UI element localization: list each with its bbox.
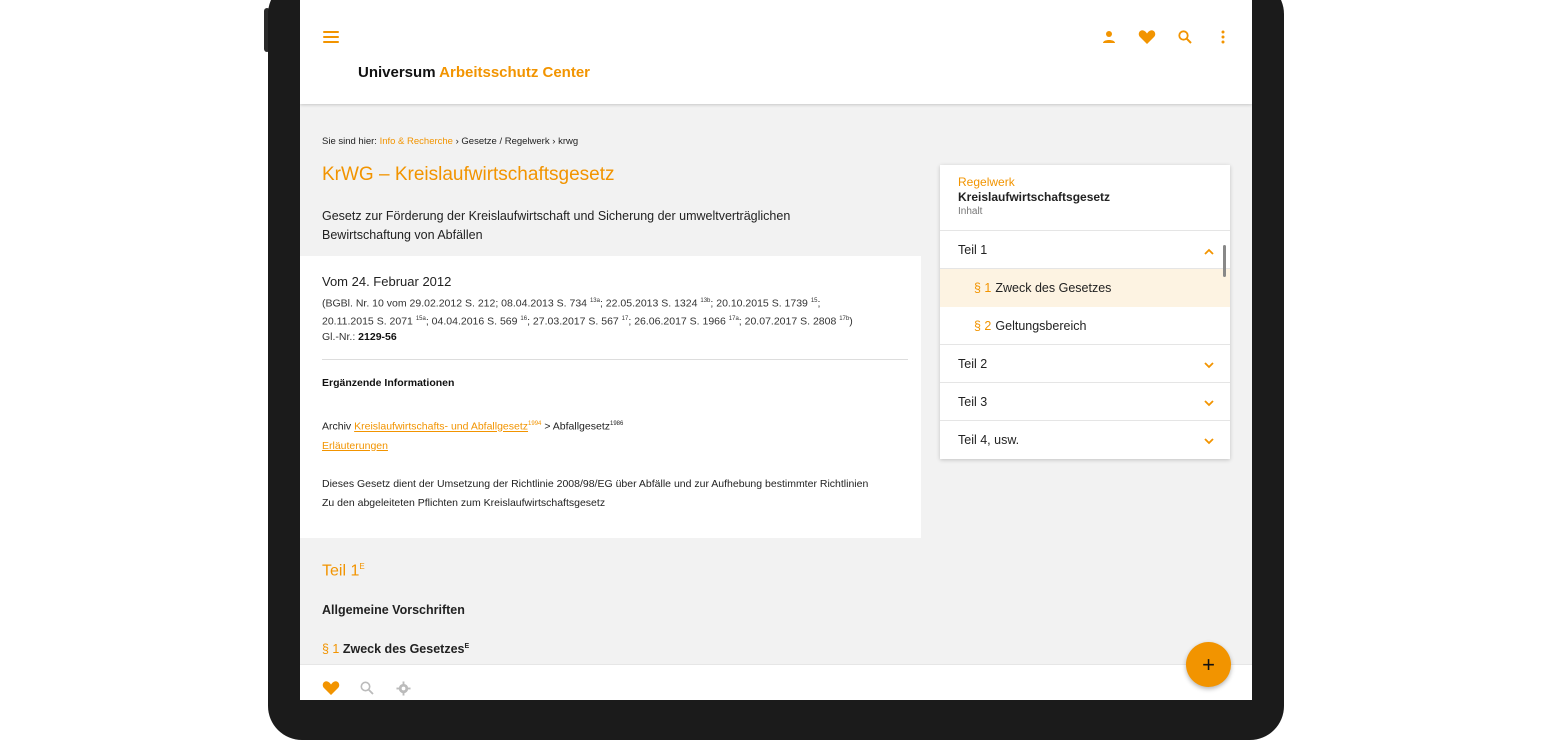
toc-sub-num: § 1 [974,281,992,295]
bgbl-text: ; 22.05.2013 S. 1324 [599,297,701,310]
app-screen [300,0,1252,700]
bgbl-text: ; 20.07.2017 S. 2808 [738,315,840,328]
toc-item-label: Teil 3 [958,394,988,409]
archiv-old-sup: 1986 [610,421,624,427]
paragraph-heading [322,642,469,656]
archiv-link[interactable]: Kreislaufwirtschafts- und Abfallgesetz [354,420,529,433]
bgbl-sup: 13b [700,298,711,304]
gl-nr-value: 2129-56 [358,331,397,343]
bottom-bar-icons [322,679,412,697]
toc-item-teil-2[interactable] [940,345,1230,383]
toc-panel [940,165,1230,459]
erlaeuterungen-line [322,437,907,456]
toc-label: Regelwerk [958,175,1015,189]
breadcrumb-separator: › [552,136,556,147]
divider [322,359,908,360]
bgbl-text: ; [817,297,821,310]
archiv-arrow: > [544,420,551,433]
app-bar [300,0,1252,104]
gl-nr-label: Gl.-Nr.: [322,331,356,343]
para-number: § 1 [322,642,340,656]
toc-sub-title: Zweck des Gesetzes [995,281,1112,295]
teil-sup[interactable]: E [359,562,365,571]
desc-line-2[interactable]: Zu den abgeleiteten Pflichten zum Kreislaufwirtschaftsgesetz [322,497,606,509]
breadcrumb-item-gesetze: Gesetze / Regelwerk [461,136,550,147]
toc-scrollbar[interactable] [1223,245,1226,277]
bgbl-text: ; 27.03.2017 S. 567 [527,315,622,328]
brand-main: Universum [358,64,436,81]
search-icon[interactable] [358,679,376,697]
heart-icon[interactable] [322,679,340,697]
toc-inhalt: Inhalt [958,206,983,217]
archiv-line [322,415,907,437]
toc-item-label: Teil 4, usw. [958,433,1020,447]
toc-sub-item-para-1[interactable] [940,269,1230,307]
section-teil-heading [322,562,365,580]
breadcrumb-link-info[interactable]: Info & Recherche [379,136,453,147]
bgbl-text: ) [849,315,853,328]
law-info-card [300,256,921,538]
para-title: Zweck des Gesetzes [342,642,465,656]
para-sup[interactable]: E [464,642,470,650]
bgbl-text: ; 26.06.2017 S. 1966 [628,315,729,328]
toc-item-teil-4[interactable] [940,421,1230,459]
bgbl-sup: 16 [520,316,528,322]
add-fab-button[interactable]: + [1186,642,1231,687]
gl-nr [322,331,907,343]
toc-sub-num: § 2 [974,318,992,333]
toc-sub-title: Geltungsbereich [995,318,1087,333]
supplementary-heading: Ergänzende Informationen [322,377,455,389]
bgbl-sup: 17b [839,316,850,322]
bgbl-sup: 15a [415,316,426,322]
chevron-down-icon [1204,434,1214,448]
teil-label: Teil 1 [322,562,360,580]
bgbl-text: (BGBl. Nr. 10 vom 29.02.2012 S. 212; 08.04.2013 S. 734 [322,297,590,310]
toc-sub-item-para-2[interactable] [940,307,1230,345]
hamburger-menu-icon[interactable] [323,31,339,43]
bgbl-sup: 17a [728,316,739,322]
brand-accent: Arbeitsschutz Center [439,64,591,81]
archiv-label: Archiv [322,420,352,433]
bgbl-references [322,294,907,330]
bgbl-text: 20.11.2015 S. 2071 [322,315,416,328]
erlaeuterungen-link[interactable]: Erläuterungen [322,439,388,452]
chevron-down-icon [1204,396,1214,410]
archiv-link-sup: 1994 [528,421,542,427]
law-subtitle: Gesetz zur Förderung der Kreislaufwirtschaft und Sicherung der umweltverträglichen Bewirtschaftung von Abfällen [322,209,791,242]
breadcrumb [322,136,578,147]
breadcrumb-separator: › [455,136,459,147]
toc-item-teil-1[interactable] [940,231,1230,269]
bgbl-sup: 15 [810,298,818,304]
law-date: Vom 24. Februar 2012 [322,274,452,289]
brand-title [358,64,590,81]
bgbl-sup: 17 [621,316,629,322]
bgbl-sup: 13a [589,298,600,304]
law-description [322,475,912,514]
toc-header [940,165,1230,231]
chevron-up-icon [1204,244,1214,258]
bottom-bar [300,664,1252,700]
desc-line-1: Dieses Gesetz dient der Umsetzung der Richtlinie 2008/98/EG über Abfälle und zur Aufhebung bestimmter Richtlinien [322,477,869,490]
section-heading: Allgemeine Vorschriften [322,603,465,617]
toolbar-actions [1098,26,1234,48]
toc-item-label: Teil 2 [958,356,988,371]
chevron-down-icon [1204,358,1214,372]
main-content [300,104,1252,664]
person-icon[interactable] [1098,26,1120,48]
page-title: KrWG – Kreislaufwirtschaftsgesetz [322,164,615,185]
breadcrumb-prefix: Sie sind hier: [322,136,377,147]
bgbl-text: ; 20.10.2015 S. 1739 [710,297,811,310]
gear-icon[interactable] [394,679,412,697]
search-icon[interactable] [1174,26,1196,48]
toc-item-teil-3[interactable] [940,383,1230,421]
bgbl-text: ; 04.04.2016 S. 569 [425,315,521,328]
toc-law-name: Kreislaufwirtschaftsgesetz [958,190,1111,204]
breadcrumb-item-current: krwg [558,136,579,147]
toc-item-label: Teil 1 [958,242,988,257]
more-vert-icon[interactable] [1212,26,1234,48]
archiv-old-law: Abfallgesetz [552,420,610,433]
heart-icon[interactable] [1136,26,1158,48]
